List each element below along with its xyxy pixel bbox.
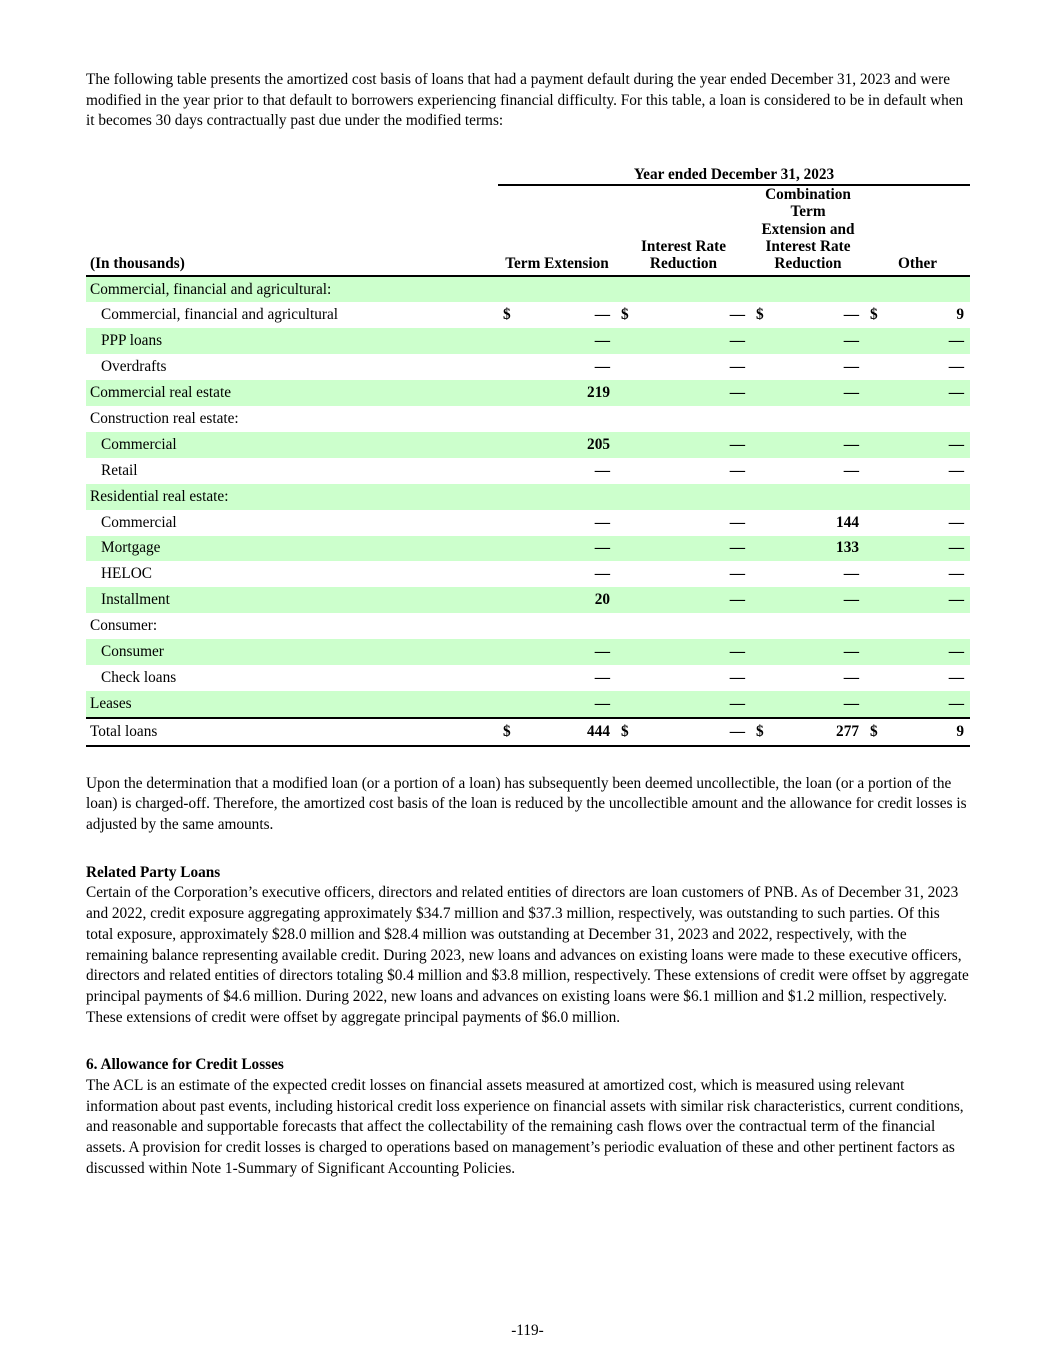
currency-symbol: $ — [621, 306, 629, 324]
currency-symbol — [865, 406, 885, 432]
currency-symbol: $ — [616, 718, 636, 746]
currency-symbol — [616, 484, 636, 510]
cell-value — [885, 406, 970, 432]
cell-value: — — [885, 328, 970, 354]
currency-symbol — [865, 613, 885, 639]
row-label: Mortgage — [86, 536, 498, 562]
total-value: 444 — [518, 718, 616, 746]
row-label: Residential real estate: — [86, 484, 498, 510]
table-row — [86, 432, 970, 458]
currency-symbol — [616, 406, 636, 432]
currency-symbol — [498, 639, 518, 665]
cell-value: 219 — [518, 380, 616, 406]
cell-value: — — [843, 461, 859, 479]
cell-value — [518, 484, 616, 510]
currency-symbol — [616, 276, 636, 303]
currency-symbol — [616, 691, 636, 718]
cell-value: — — [518, 639, 616, 665]
table-row — [86, 587, 970, 613]
cell-value: — — [843, 306, 859, 324]
table-row — [86, 484, 970, 510]
period-header: Year ended December 31, 2023 — [498, 159, 970, 185]
currency-symbol — [616, 536, 636, 562]
cell-value: — — [771, 639, 865, 665]
currency-symbol — [498, 406, 518, 432]
cell-value — [636, 276, 751, 303]
currency-symbol — [865, 639, 885, 665]
cell-value: — — [594, 461, 610, 479]
row-label: Retail — [101, 461, 138, 479]
cell-value — [771, 406, 865, 432]
currency-symbol — [616, 639, 636, 665]
table-row — [86, 302, 970, 328]
acl-heading: 6. Allowance for Credit Losses — [86, 1056, 284, 1074]
currency-symbol — [498, 432, 518, 458]
currency-symbol — [865, 432, 885, 458]
total-value: 277 — [771, 718, 865, 746]
table-row — [86, 380, 970, 406]
table-row — [86, 561, 970, 587]
cell-value: — — [771, 380, 865, 406]
currency-symbol — [751, 639, 771, 665]
currency-symbol — [751, 380, 771, 406]
cell-value: — — [636, 587, 751, 613]
cell-value — [885, 613, 970, 639]
row-label: Commercial, financial and agricultural: — [86, 276, 498, 303]
related-party-heading: Related Party Loans — [86, 863, 221, 881]
currency-symbol — [498, 536, 518, 562]
currency-symbol — [498, 380, 518, 406]
currency-symbol — [498, 276, 518, 303]
column-header — [498, 185, 616, 275]
cell-value: — — [636, 380, 751, 406]
cell-value: — — [885, 380, 970, 406]
currency-symbol: $ — [751, 718, 771, 746]
currency-symbol — [498, 354, 518, 380]
cell-value: — — [594, 565, 610, 583]
row-label: Commercial, financial and agricultural — [101, 306, 339, 324]
cell-value: — — [636, 639, 751, 665]
payment-default-table — [86, 159, 970, 747]
cell-value — [885, 484, 970, 510]
currency-symbol — [616, 432, 636, 458]
cell-value: 133 — [771, 536, 865, 562]
row-label: Construction real estate: — [90, 409, 239, 427]
row-label: Commercial — [101, 513, 177, 531]
table-row — [86, 613, 970, 639]
cell-value: — — [948, 461, 965, 479]
cell-value: — — [948, 358, 965, 376]
row-label: HELOC — [101, 565, 152, 583]
currency-symbol — [865, 665, 885, 691]
cell-value: 20 — [518, 587, 616, 613]
currency-symbol — [616, 561, 636, 587]
table-row — [86, 458, 970, 484]
currency-symbol — [751, 354, 771, 380]
currency-symbol — [498, 328, 518, 354]
currency-symbol — [751, 613, 771, 639]
currency-symbol — [865, 510, 885, 536]
acl-paragraph: The ACL is an estimate of the expected credit losses on financial assets measured at amortized cost, which is measured using relevant information about past events, including historical credit loss experience on financial assets with similar risk characteristics, current conditions, and reasonable and supportable forecasts that affect the collectability of the remaining cash flows over the contractual term of the financial assets. A provision for credit losses is charged to operations based on management’s periodic evaluation of these and other pertinent factors as discussed within Note 1-Summary of Significant Accounting Policies. — [86, 1077, 964, 1177]
table-row — [86, 328, 970, 354]
currency-symbol — [865, 276, 885, 303]
cell-value: — — [771, 587, 865, 613]
cell-value — [771, 276, 865, 303]
row-label: PPP loans — [86, 328, 498, 354]
currency-symbol — [865, 380, 885, 406]
cell-value: — — [594, 306, 610, 324]
table-body — [86, 276, 970, 746]
cell-value — [771, 484, 865, 510]
intro-paragraph: The following table presents the amortized cost basis of loans that had a payment default during the year ended December 31, 2023 and were modified in the year prior to that default to borrowers experiencing financial difficulty. For this table, a loan is considered to be in default when it becomes 30 days contractually past due under the modified terms: — [86, 71, 964, 130]
currency-symbol — [865, 354, 885, 380]
cell-value: 9 — [956, 306, 965, 324]
cell-value — [518, 406, 616, 432]
cell-value: — — [729, 461, 745, 479]
currency-symbol — [616, 613, 636, 639]
currency-symbol — [751, 587, 771, 613]
currency-symbol — [616, 587, 636, 613]
unit-label: (In thousands) — [86, 185, 498, 275]
currency-symbol: $ — [498, 718, 518, 746]
currency-symbol — [865, 458, 885, 484]
cell-value: — — [636, 691, 751, 718]
cell-value: — — [843, 358, 859, 376]
row-label: Commercial — [86, 432, 498, 458]
cell-value: — — [948, 668, 965, 686]
cell-value: — — [843, 668, 859, 686]
currency-symbol: $ — [870, 306, 878, 324]
row-label: Consumer — [86, 639, 498, 665]
total-row — [86, 718, 970, 746]
cell-value: — — [885, 587, 970, 613]
currency-symbol — [751, 691, 771, 718]
currency-symbol — [498, 665, 518, 691]
table-row — [86, 406, 970, 432]
currency-symbol — [616, 665, 636, 691]
cell-value: — — [885, 691, 970, 718]
cell-value: — — [771, 691, 865, 718]
currency-symbol — [498, 587, 518, 613]
cell-value: — — [729, 565, 745, 583]
currency-symbol — [498, 691, 518, 718]
table-row — [86, 665, 970, 691]
total-label: Total loans — [86, 718, 498, 746]
cell-value: — — [948, 513, 965, 531]
cell-value: — — [594, 668, 610, 686]
cell-value: — — [636, 328, 751, 354]
currency-symbol — [751, 328, 771, 354]
row-label: Check loans — [101, 668, 177, 686]
currency-symbol — [865, 587, 885, 613]
currency-symbol — [751, 484, 771, 510]
currency-symbol: $ — [756, 306, 764, 324]
cell-value: — — [843, 565, 859, 583]
cell-value: — — [518, 691, 616, 718]
cell-value: — — [636, 536, 751, 562]
cell-value — [885, 276, 970, 303]
column-header-text: Term Extension — [505, 255, 609, 273]
column-header — [751, 185, 865, 275]
cell-value: — — [729, 358, 745, 376]
related-party-paragraph: Certain of the Corporation’s executive officers, directors and related entities of directors are loan customers of PNB. As of December 31, 2023 and 2022, credit exposure aggregating approximately $34.7 million and $37.3 million, respectively, was outstanding to such parties. Of this total exposure, approximately $28.0 million and $28.4 million was outstanding at December 31, 2023 and 2022, respectively, with the remaining balance representing available credit. During 2023, new loans and advances on existing loans were made to these executive officers, directors and related entities of directors totaling $0.4 million and $3.8 million, respectively. These extensions of credit were offset by aggregate principal payments of $4.6 million. During 2022, new loans and advances on existing loans were $6.1 million and $1.2 million, respectively. These extensions of credit were offset by aggregate principal payments of $6.0 million. — [86, 884, 969, 1026]
currency-symbol — [498, 510, 518, 536]
column-header-text: Other — [897, 255, 938, 273]
cell-value — [636, 484, 751, 510]
cell-value: 205 — [518, 432, 616, 458]
cell-value: — — [885, 639, 970, 665]
currency-symbol: $ — [865, 718, 885, 746]
document-page — [86, 70, 970, 1180]
currency-symbol: $ — [503, 306, 511, 324]
column-header — [616, 185, 751, 275]
currency-symbol — [751, 510, 771, 536]
cell-value: — — [518, 536, 616, 562]
cell-value: 144 — [836, 513, 859, 531]
cell-value: — — [594, 358, 610, 376]
currency-symbol — [616, 328, 636, 354]
cell-value: — — [729, 513, 745, 531]
currency-symbol — [865, 484, 885, 510]
currency-symbol — [616, 458, 636, 484]
table-row — [86, 354, 970, 380]
currency-symbol — [498, 561, 518, 587]
total-value: 9 — [885, 718, 970, 746]
cell-value: — — [729, 668, 745, 686]
currency-symbol — [498, 458, 518, 484]
currency-symbol — [751, 665, 771, 691]
currency-symbol — [751, 561, 771, 587]
page-number: -119- — [511, 1322, 544, 1339]
table-row — [86, 536, 970, 562]
currency-symbol — [616, 510, 636, 536]
column-header-text: Interest Rate Reduction — [640, 238, 727, 273]
currency-symbol — [751, 276, 771, 303]
cell-value: — — [771, 328, 865, 354]
cell-value — [771, 613, 865, 639]
currency-symbol — [616, 354, 636, 380]
row-label: Commercial real estate — [86, 380, 498, 406]
table-row — [86, 639, 970, 665]
currency-symbol — [865, 691, 885, 718]
table-row — [86, 276, 970, 303]
currency-symbol — [498, 484, 518, 510]
cell-value: — — [594, 513, 610, 531]
cell-value: — — [729, 306, 745, 324]
cell-value: — — [518, 328, 616, 354]
cell-value: — — [771, 432, 865, 458]
currency-symbol — [751, 536, 771, 562]
currency-symbol — [865, 561, 885, 587]
cell-value — [518, 613, 616, 639]
row-label: Overdrafts — [101, 358, 167, 376]
currency-symbol — [616, 380, 636, 406]
row-label: Leases — [86, 691, 498, 718]
cell-value — [636, 406, 751, 432]
cell-value: — — [948, 565, 965, 583]
currency-symbol — [498, 613, 518, 639]
cell-value: — — [885, 432, 970, 458]
cell-value — [636, 613, 751, 639]
total-value: — — [636, 718, 751, 746]
currency-symbol — [751, 406, 771, 432]
table-row — [86, 691, 970, 718]
column-header-text: Combination Term Extension and Interest Rate Reduction — [761, 186, 855, 273]
table-row — [86, 510, 970, 536]
row-label: Installment — [86, 587, 498, 613]
currency-symbol — [865, 328, 885, 354]
currency-symbol — [751, 458, 771, 484]
column-header — [865, 185, 970, 275]
row-label: Consumer: — [90, 617, 158, 635]
currency-symbol — [751, 432, 771, 458]
chargeoff-paragraph: Upon the determination that a modified loan (or a portion of a loan) has subsequently been deemed uncollectible, the loan (or a portion of the loan) is charged-off. Therefore, the amortized cost basis of the loan is reduced by the uncollectible amount and the allowance for credit losses is adjusted by the same amounts. — [86, 774, 967, 834]
currency-symbol — [865, 536, 885, 562]
cell-value — [518, 276, 616, 303]
cell-value: — — [636, 432, 751, 458]
cell-value: — — [885, 536, 970, 562]
